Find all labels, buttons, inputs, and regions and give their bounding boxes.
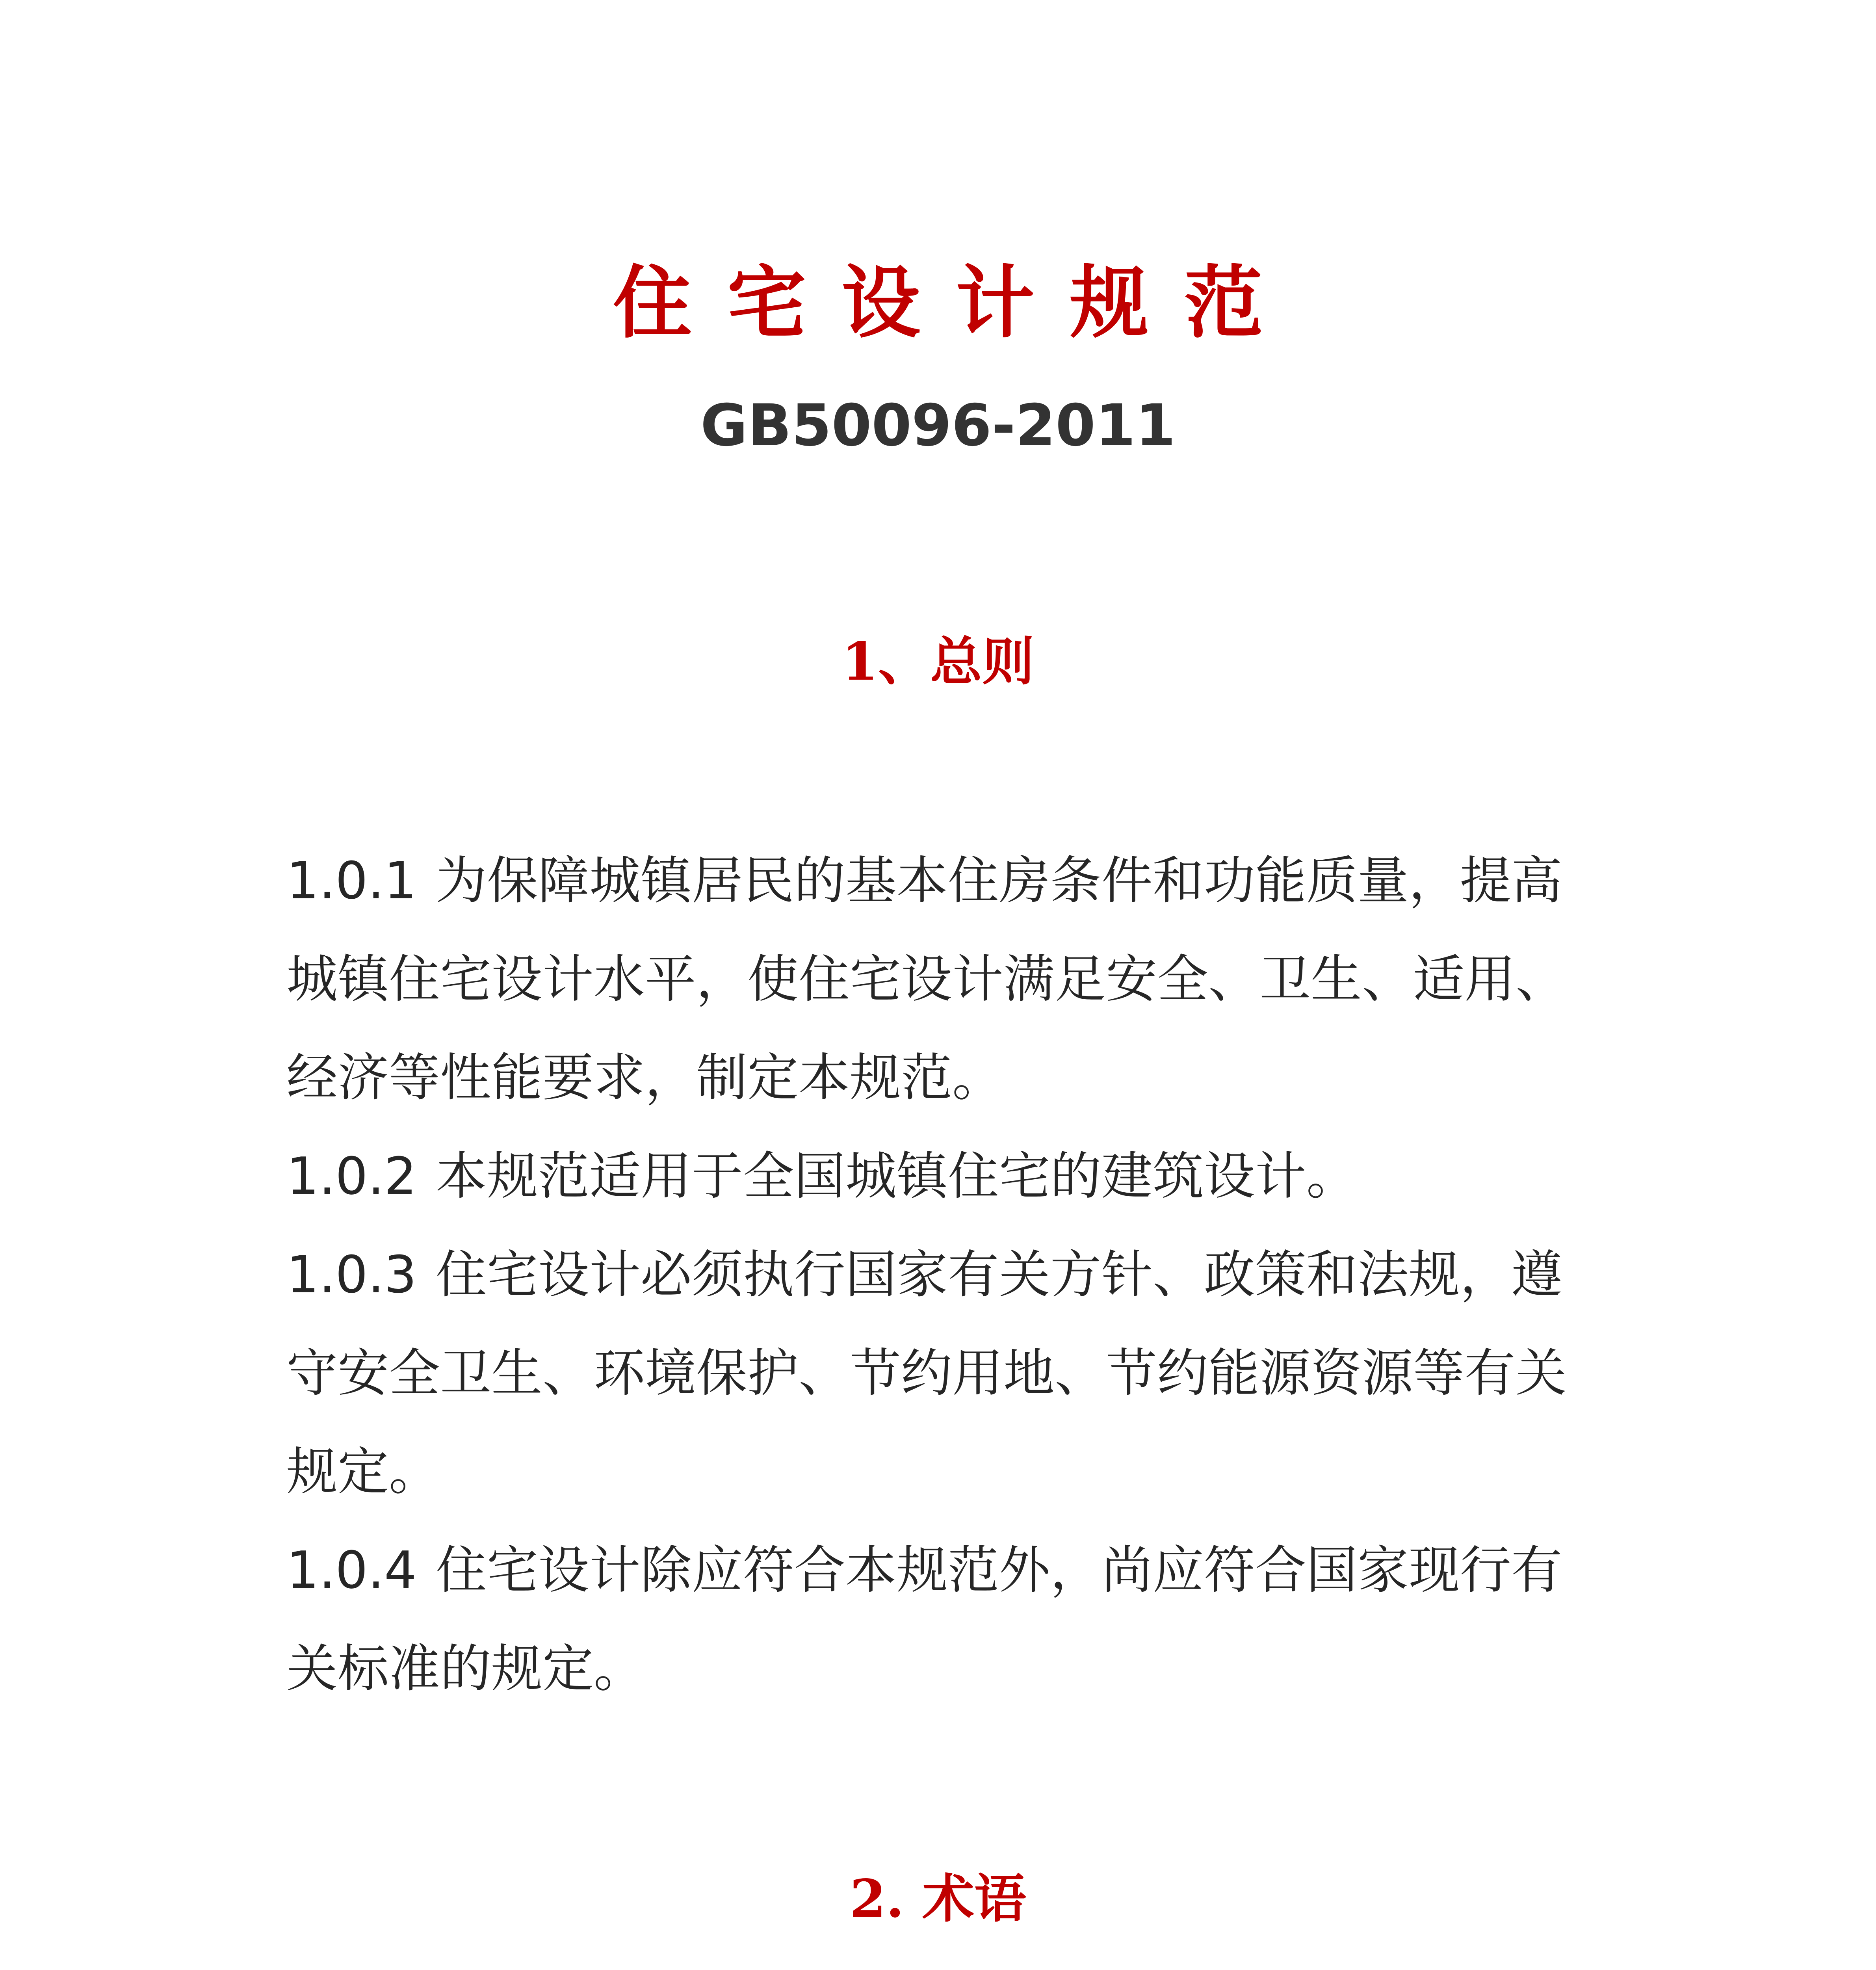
section-general-body: [286, 831, 1602, 1718]
clause-line: [286, 1324, 1602, 1422]
clause-number: 1.0.4: [286, 1540, 417, 1600]
clause-number: 1.0.1: [286, 851, 417, 911]
clause-line: [286, 930, 1602, 1028]
section-heading-general: 1、总则: [842, 631, 1034, 692]
clause-text: 住宅设计除应符合本规范外，尚应符合国家现行有: [435, 1540, 1562, 1600]
clause-line: [286, 1225, 1602, 1324]
clause-number: 1.0.3: [286, 1245, 417, 1305]
clause-line: [286, 1028, 1602, 1127]
clause-text: 城镇住宅设计水平，使住宅设计满足安全、卫生、适用、: [286, 949, 1567, 1009]
clause-line: [286, 1422, 1602, 1521]
clause-text: 守安全卫生、环境保护、节约用地、节约能源资源等有关: [286, 1343, 1567, 1403]
clause-text: 经济等性能要求，制定本规范。: [286, 1048, 1004, 1108]
clause-text: 关标准的规定。: [286, 1639, 645, 1699]
clause-text: 为保障城镇居民的基本住房条件和功能质量，提高: [435, 851, 1562, 911]
document-title: 住宅设计规范: [613, 257, 1298, 349]
section-heading-terms: 2. 术语: [850, 1868, 1026, 1929]
document-code: GB50096-2011: [700, 392, 1176, 459]
clause-text: 本规范适用于全国城镇住宅的建筑设计。: [435, 1146, 1358, 1206]
clause-number: 1.0.2: [286, 1146, 417, 1206]
clause-line: [286, 1127, 1602, 1225]
clause-line: [286, 1619, 1602, 1718]
clause-line: [286, 1521, 1602, 1619]
clause-text: 住宅设计必须执行国家有关方针、政策和法规，遵: [435, 1245, 1562, 1305]
clause-line: [286, 831, 1602, 930]
clause-text: 规定。: [286, 1442, 440, 1502]
